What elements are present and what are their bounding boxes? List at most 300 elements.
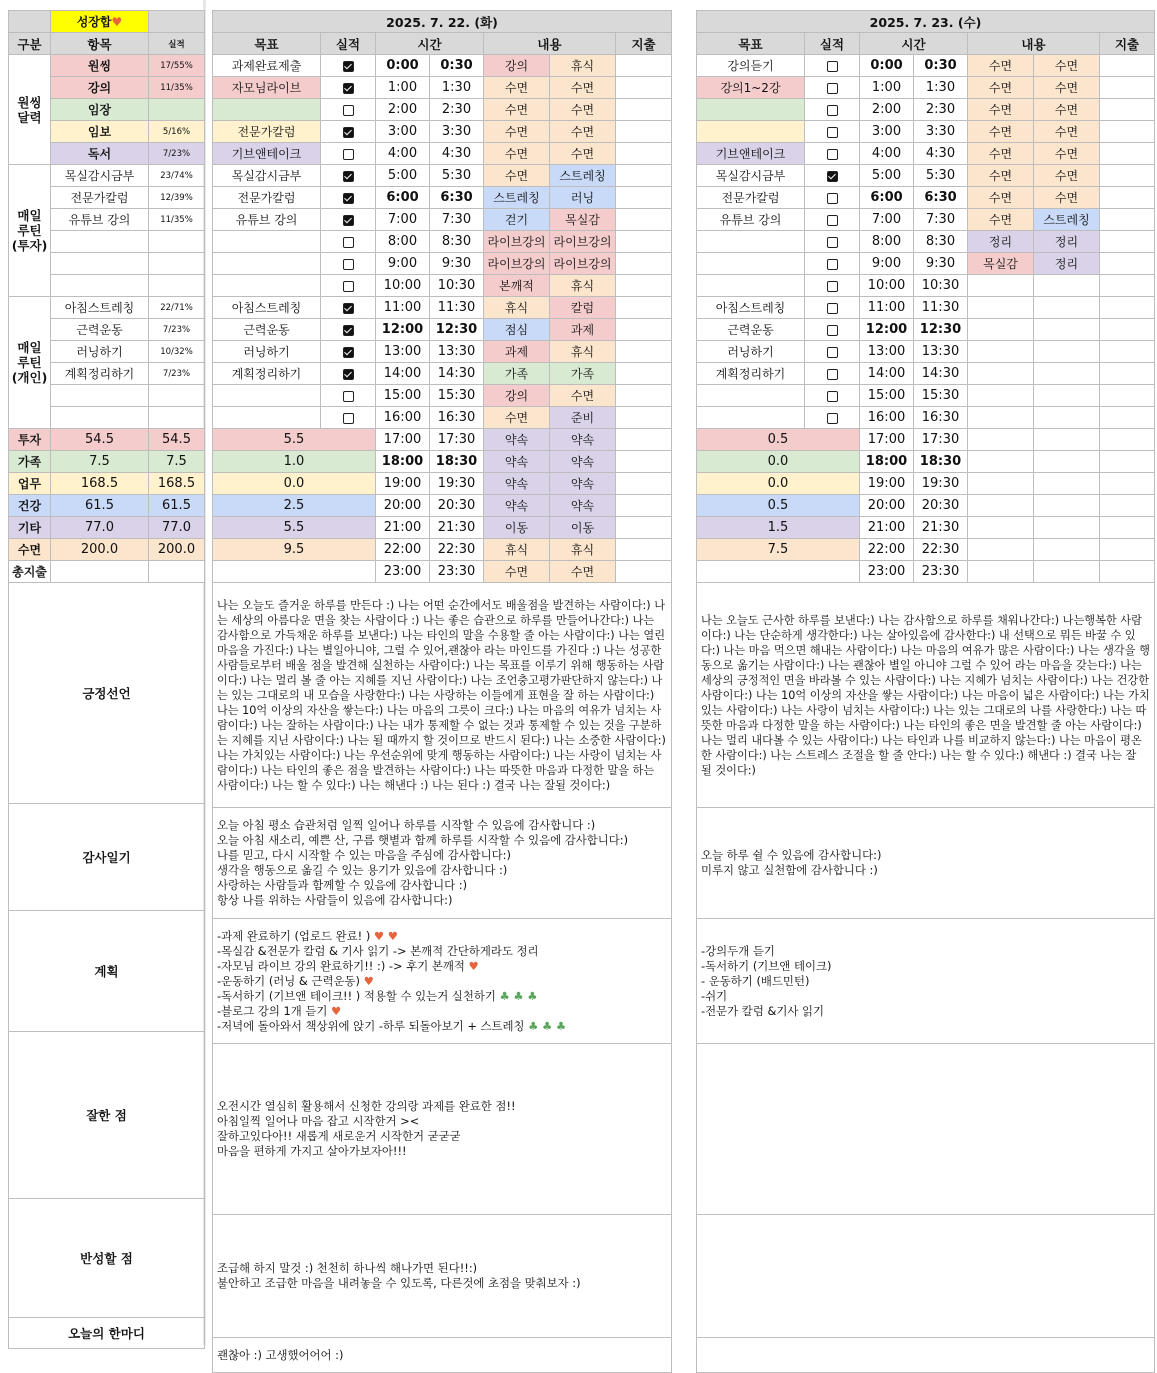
activity-cell[interactable] <box>484 55 550 77</box>
activity-cell[interactable] <box>1034 77 1100 99</box>
goal-cell[interactable] <box>213 77 321 99</box>
time-start <box>376 55 430 77</box>
time-start <box>376 517 430 539</box>
checked-checkbox-icon[interactable] <box>343 303 354 314</box>
activity-cell[interactable] <box>484 407 550 429</box>
affirmation-section[interactable] <box>697 583 1155 808</box>
activity-cell[interactable] <box>550 319 616 341</box>
checked-checkbox-icon[interactable] <box>343 61 354 72</box>
activity-cell[interactable] <box>550 341 616 363</box>
time-start <box>860 407 914 429</box>
activity-cell[interactable] <box>550 297 616 319</box>
category-value <box>51 473 149 495</box>
column-header-text: 실적 <box>335 36 361 52</box>
expense-cell[interactable] <box>1100 165 1155 187</box>
category-label-text: 총지출 <box>12 565 47 579</box>
checkbox-icon[interactable] <box>343 105 354 116</box>
time-half <box>914 407 968 429</box>
activity-cell[interactable] <box>550 451 616 473</box>
expense-cell[interactable] <box>1100 319 1155 341</box>
goal-cell[interactable] <box>213 165 321 187</box>
activity-cell[interactable] <box>968 165 1034 187</box>
checked-checkbox-icon[interactable] <box>827 171 838 182</box>
expense-cell[interactable] <box>1100 231 1155 253</box>
plan-section[interactable] <box>213 919 672 1044</box>
activity-text: 약속 <box>504 477 529 491</box>
title-text: 성장합 <box>76 15 112 29</box>
activity-cell[interactable] <box>968 451 1034 473</box>
done-cell <box>321 319 376 341</box>
expense-cell[interactable] <box>616 319 672 341</box>
checkbox-icon[interactable] <box>827 391 838 402</box>
expense-cell[interactable] <box>1100 517 1155 539</box>
activity-cell[interactable] <box>1034 473 1100 495</box>
activity-cell[interactable] <box>1034 319 1100 341</box>
goal-cell[interactable] <box>213 209 321 231</box>
expense-cell[interactable] <box>616 297 672 319</box>
activity-cell[interactable] <box>1034 253 1100 275</box>
category-spend-text: 5.5 <box>283 520 305 535</box>
expense-cell[interactable] <box>1100 275 1155 297</box>
expense-cell[interactable] <box>1100 209 1155 231</box>
activity-cell[interactable] <box>968 319 1034 341</box>
activity-cell[interactable] <box>968 297 1034 319</box>
activity-cell[interactable] <box>484 561 550 583</box>
expense-cell[interactable] <box>616 495 672 517</box>
time-text: 5:00 <box>871 168 902 183</box>
expense-cell[interactable] <box>1100 561 1155 583</box>
activity-cell[interactable] <box>1034 165 1100 187</box>
time-half <box>430 297 484 319</box>
activity-cell[interactable] <box>968 473 1034 495</box>
time-half <box>430 143 484 165</box>
checkbox-icon[interactable] <box>827 347 838 358</box>
activity-cell[interactable] <box>968 209 1034 231</box>
expense-cell[interactable] <box>616 451 672 473</box>
activity-cell[interactable] <box>550 77 616 99</box>
goal-cell[interactable] <box>697 319 805 341</box>
activity-cell[interactable] <box>550 231 616 253</box>
activity-cell[interactable] <box>550 143 616 165</box>
goal-cell[interactable] <box>697 143 805 165</box>
expense-cell[interactable] <box>616 407 672 429</box>
checkbox-icon[interactable] <box>343 259 354 270</box>
activity-cell[interactable] <box>968 143 1034 165</box>
expense-cell[interactable] <box>616 473 672 495</box>
activity-cell[interactable] <box>550 429 616 451</box>
goal-cell[interactable] <box>213 99 321 121</box>
gratitude-section[interactable] <box>697 808 1155 919</box>
goal-text: 계획정리하기 <box>715 367 786 381</box>
time-text: 17:00 <box>383 432 422 447</box>
activity-cell[interactable] <box>1034 297 1100 319</box>
goal-stat-text: 10/32% <box>160 346 193 357</box>
category-total <box>149 495 205 517</box>
activity-cell[interactable] <box>484 429 550 451</box>
time-start <box>376 231 430 253</box>
goal-cell[interactable] <box>697 77 805 99</box>
activity-cell[interactable] <box>1034 429 1100 451</box>
activity-cell[interactable] <box>484 187 550 209</box>
category-value <box>51 517 149 539</box>
checked-checkbox-icon[interactable] <box>343 171 354 182</box>
activity-cell[interactable] <box>968 561 1034 583</box>
goal-cell[interactable] <box>213 319 321 341</box>
goal-text: 전문가칼럼 <box>237 191 296 205</box>
checkbox-icon[interactable] <box>827 259 838 270</box>
goal-text: 전문가칼럼 <box>237 125 296 139</box>
reflect-section[interactable] <box>697 1215 1155 1338</box>
checked-checkbox-icon[interactable] <box>343 215 354 226</box>
goal-cell[interactable] <box>213 363 321 385</box>
activity-text: 수면 <box>1054 103 1079 117</box>
time-half <box>914 253 968 275</box>
activity-text: 수면 <box>504 169 529 183</box>
expense-cell[interactable] <box>616 55 672 77</box>
expense-cell[interactable] <box>1100 363 1155 385</box>
checkbox-icon[interactable] <box>827 127 838 138</box>
goal-cell[interactable] <box>213 121 321 143</box>
activity-cell[interactable] <box>968 385 1034 407</box>
activity-cell[interactable] <box>484 473 550 495</box>
activity-cell[interactable] <box>550 517 616 539</box>
goal-cell[interactable] <box>697 231 805 253</box>
activity-cell[interactable] <box>1034 517 1100 539</box>
oneliner-section[interactable] <box>697 1338 1155 1373</box>
expense-cell[interactable] <box>616 385 672 407</box>
time-start <box>860 517 914 539</box>
expense-cell[interactable] <box>1100 121 1155 143</box>
well-done-section[interactable] <box>213 1044 672 1215</box>
activity-cell[interactable] <box>484 341 550 363</box>
expense-cell[interactable] <box>1100 143 1155 165</box>
affirmation-section[interactable] <box>213 583 672 808</box>
goal-cell[interactable] <box>697 187 805 209</box>
goal-cell[interactable] <box>697 253 805 275</box>
activity-cell[interactable] <box>968 121 1034 143</box>
activity-cell[interactable] <box>550 407 616 429</box>
time-text: 15:00 <box>383 388 422 403</box>
activity-cell[interactable] <box>1034 561 1100 583</box>
expense-cell[interactable] <box>616 187 672 209</box>
oneliner-section[interactable] <box>213 1338 672 1373</box>
goal-cell[interactable] <box>697 297 805 319</box>
expense-cell[interactable] <box>1100 55 1155 77</box>
expense-cell[interactable] <box>616 165 672 187</box>
plan-text: -목실감 &전문가 칼럼 & 기사 읽기 -> 본깨적 간단하게라도 정리 <box>217 943 539 958</box>
activity-cell[interactable] <box>1034 451 1100 473</box>
goal-cell[interactable] <box>697 385 805 407</box>
column-header <box>51 33 149 55</box>
activity-cell[interactable] <box>968 341 1034 363</box>
goal-cell[interactable] <box>697 407 805 429</box>
checked-checkbox-icon[interactable] <box>343 127 354 138</box>
activity-cell[interactable] <box>1034 55 1100 77</box>
checkbox-icon[interactable] <box>827 369 838 380</box>
time-start <box>376 253 430 275</box>
activity-text: 휴식 <box>504 543 529 557</box>
time-text: 11:00 <box>867 300 906 315</box>
activity-cell[interactable] <box>550 253 616 275</box>
activity-cell[interactable] <box>484 143 550 165</box>
expense-cell[interactable] <box>616 429 672 451</box>
activity-cell[interactable] <box>1034 539 1100 561</box>
expense-cell[interactable] <box>616 341 672 363</box>
activity-cell[interactable] <box>484 253 550 275</box>
column-header <box>697 33 805 55</box>
activity-cell[interactable] <box>1034 275 1100 297</box>
activity-cell[interactable] <box>968 55 1034 77</box>
activity-cell[interactable] <box>484 77 550 99</box>
activity-cell[interactable] <box>968 517 1034 539</box>
activity-cell[interactable] <box>484 231 550 253</box>
activity-cell[interactable] <box>968 231 1034 253</box>
done-cell <box>321 165 376 187</box>
checkbox-icon[interactable] <box>827 149 838 160</box>
goal-stat-text: 23/74% <box>160 170 193 181</box>
checkbox-icon[interactable] <box>343 413 354 424</box>
checkbox-icon[interactable] <box>343 237 354 248</box>
checked-checkbox-icon[interactable] <box>343 347 354 358</box>
expense-cell[interactable] <box>1100 495 1155 517</box>
activity-text: 휴식 <box>504 301 529 315</box>
expense-cell[interactable] <box>616 77 672 99</box>
activity-cell[interactable] <box>968 187 1034 209</box>
checked-checkbox-icon[interactable] <box>343 325 354 336</box>
expense-cell[interactable] <box>1100 429 1155 451</box>
category-total <box>149 561 205 583</box>
checkbox-icon[interactable] <box>827 303 838 314</box>
goal-item <box>51 77 149 99</box>
activity-cell[interactable] <box>550 187 616 209</box>
category-spend-text: 9.5 <box>283 542 305 557</box>
checkbox-icon[interactable] <box>827 193 838 204</box>
activity-cell[interactable] <box>484 517 550 539</box>
activity-cell[interactable] <box>968 77 1034 99</box>
expense-cell[interactable] <box>616 517 672 539</box>
expense-cell[interactable] <box>1100 473 1155 495</box>
expense-cell[interactable] <box>616 539 672 561</box>
checkbox-icon[interactable] <box>343 391 354 402</box>
expense-cell[interactable] <box>1100 539 1155 561</box>
column-header <box>805 33 860 55</box>
time-half <box>914 297 968 319</box>
expense-cell[interactable] <box>616 253 672 275</box>
checkbox-icon[interactable] <box>827 215 838 226</box>
goal-cell[interactable] <box>697 99 805 121</box>
activity-cell[interactable] <box>550 539 616 561</box>
expense-cell[interactable] <box>1100 407 1155 429</box>
time-half <box>430 55 484 77</box>
done-cell <box>805 363 860 385</box>
sheet-title <box>51 11 149 33</box>
goal-cell[interactable] <box>697 363 805 385</box>
checkbox-icon[interactable] <box>343 149 354 160</box>
activity-cell[interactable] <box>484 121 550 143</box>
goal-cell[interactable] <box>213 385 321 407</box>
time-text: 13:00 <box>383 344 422 359</box>
expense-cell[interactable] <box>1100 253 1155 275</box>
checkbox-icon[interactable] <box>343 281 354 292</box>
checkbox-icon[interactable] <box>827 83 838 94</box>
date-text: 2025. 7. 23. (수) <box>869 14 982 30</box>
expense-cell[interactable] <box>616 363 672 385</box>
plan-text: - 운동하기 (배드민턴) <box>701 973 810 988</box>
activity-cell[interactable] <box>484 297 550 319</box>
activity-cell[interactable] <box>484 99 550 121</box>
expense-cell[interactable] <box>616 231 672 253</box>
gratitude-section[interactable] <box>213 808 672 919</box>
activity-cell[interactable] <box>484 451 550 473</box>
activity-cell[interactable] <box>968 539 1034 561</box>
goal-cell[interactable] <box>213 187 321 209</box>
activity-cell[interactable] <box>550 385 616 407</box>
category-spend <box>213 495 376 517</box>
goal-cell[interactable] <box>213 341 321 363</box>
expense-cell[interactable] <box>1100 77 1155 99</box>
goal-cell[interactable] <box>697 55 805 77</box>
activity-cell[interactable] <box>550 363 616 385</box>
checkbox-icon[interactable] <box>827 413 838 424</box>
activity-cell[interactable] <box>1034 99 1100 121</box>
goal-cell[interactable] <box>697 121 805 143</box>
goal-item <box>51 297 149 319</box>
time-start <box>860 231 914 253</box>
goal-cell[interactable] <box>697 275 805 297</box>
activity-text: 수면 <box>570 81 595 95</box>
activity-cell[interactable] <box>484 539 550 561</box>
expense-cell[interactable] <box>616 561 672 583</box>
goal-cell[interactable] <box>213 143 321 165</box>
activity-cell[interactable] <box>550 495 616 517</box>
goal-cell[interactable] <box>213 297 321 319</box>
goal-stat <box>149 209 205 231</box>
activity-cell[interactable] <box>484 165 550 187</box>
activity-cell[interactable] <box>1034 187 1100 209</box>
activity-cell[interactable] <box>968 407 1034 429</box>
time-half <box>914 517 968 539</box>
expense-cell[interactable] <box>616 143 672 165</box>
done-cell <box>321 77 376 99</box>
checkbox-icon[interactable] <box>827 61 838 72</box>
activity-cell[interactable] <box>550 55 616 77</box>
expense-cell[interactable] <box>1100 297 1155 319</box>
column-header-text: 목표 <box>254 36 279 52</box>
goal-cell[interactable] <box>697 209 805 231</box>
goal-cell[interactable] <box>213 55 321 77</box>
goal-stat <box>149 385 205 407</box>
expense-cell[interactable] <box>616 99 672 121</box>
goal-cell[interactable] <box>213 253 321 275</box>
expense-cell[interactable] <box>1100 451 1155 473</box>
goal-item <box>51 385 149 407</box>
checked-checkbox-icon[interactable] <box>343 193 354 204</box>
expense-cell[interactable] <box>616 121 672 143</box>
activity-cell[interactable] <box>968 275 1034 297</box>
activity-cell[interactable] <box>484 319 550 341</box>
expense-cell[interactable] <box>1100 187 1155 209</box>
checkbox-icon[interactable] <box>827 325 838 336</box>
reflect-section[interactable] <box>213 1215 672 1338</box>
well-done-section[interactable] <box>697 1044 1155 1215</box>
goal-cell[interactable] <box>213 231 321 253</box>
activity-cell[interactable] <box>550 121 616 143</box>
expense-cell[interactable] <box>1100 341 1155 363</box>
activity-cell[interactable] <box>968 363 1034 385</box>
activity-cell[interactable] <box>968 253 1034 275</box>
well-done-text: 아침일찍 일어나 마음 잡고 시작한거 >< <box>217 1114 420 1128</box>
category-total <box>149 451 205 473</box>
column-header-text: 실적 <box>819 36 845 52</box>
activity-cell[interactable] <box>1034 363 1100 385</box>
goal-cell[interactable] <box>213 407 321 429</box>
activity-cell[interactable] <box>968 429 1034 451</box>
expense-cell[interactable] <box>616 209 672 231</box>
activity-cell[interactable] <box>968 99 1034 121</box>
activity-cell[interactable] <box>1034 121 1100 143</box>
plan-section[interactable] <box>697 919 1155 1044</box>
activity-cell[interactable] <box>1034 341 1100 363</box>
activity-cell[interactable] <box>1034 407 1100 429</box>
category-total-text: 200.0 <box>157 542 196 557</box>
goal-text: 목실감시금부 <box>715 169 786 183</box>
time-start <box>860 363 914 385</box>
time-text: 2:00 <box>871 102 902 117</box>
time-text: 21:00 <box>867 520 906 535</box>
checked-checkbox-icon[interactable] <box>343 83 354 94</box>
activity-cell[interactable] <box>1034 209 1100 231</box>
time-half <box>914 99 968 121</box>
activity-cell[interactable] <box>550 165 616 187</box>
activity-cell[interactable] <box>550 275 616 297</box>
goal-cell[interactable] <box>697 165 805 187</box>
time-text: 7:00 <box>871 212 902 227</box>
time-text: 23:30 <box>921 564 960 579</box>
goal-cell[interactable] <box>213 275 321 297</box>
activity-cell[interactable] <box>484 209 550 231</box>
activity-text: 강의 <box>504 389 529 403</box>
expense-cell[interactable] <box>1100 99 1155 121</box>
checkbox-icon[interactable] <box>827 237 838 248</box>
activity-cell[interactable] <box>550 99 616 121</box>
activity-cell[interactable] <box>484 275 550 297</box>
time-text: 6:00 <box>386 190 419 205</box>
time-text: 4:00 <box>871 146 902 161</box>
goal-cell[interactable] <box>697 341 805 363</box>
checked-checkbox-icon[interactable] <box>343 369 354 380</box>
column-header <box>376 33 484 55</box>
checkbox-icon[interactable] <box>827 105 838 116</box>
activity-cell[interactable] <box>1034 143 1100 165</box>
time-start <box>376 407 430 429</box>
activity-cell[interactable] <box>1034 495 1100 517</box>
activity-cell[interactable] <box>550 209 616 231</box>
activity-cell[interactable] <box>1034 385 1100 407</box>
activity-cell[interactable] <box>484 363 550 385</box>
activity-cell[interactable] <box>550 561 616 583</box>
checkbox-icon[interactable] <box>827 281 838 292</box>
activity-cell[interactable] <box>550 473 616 495</box>
activity-cell[interactable] <box>1034 231 1100 253</box>
well-done-text: 잘하고있다아!! 새롭게 새로운거 시작한거 굳굳굳 <box>217 1129 461 1143</box>
category-spend <box>697 451 860 473</box>
activity-cell[interactable] <box>968 495 1034 517</box>
activity-text: 수면 <box>1054 59 1079 73</box>
expense-cell[interactable] <box>616 275 672 297</box>
activity-cell[interactable] <box>484 385 550 407</box>
activity-cell[interactable] <box>484 495 550 517</box>
expense-cell[interactable] <box>1100 385 1155 407</box>
